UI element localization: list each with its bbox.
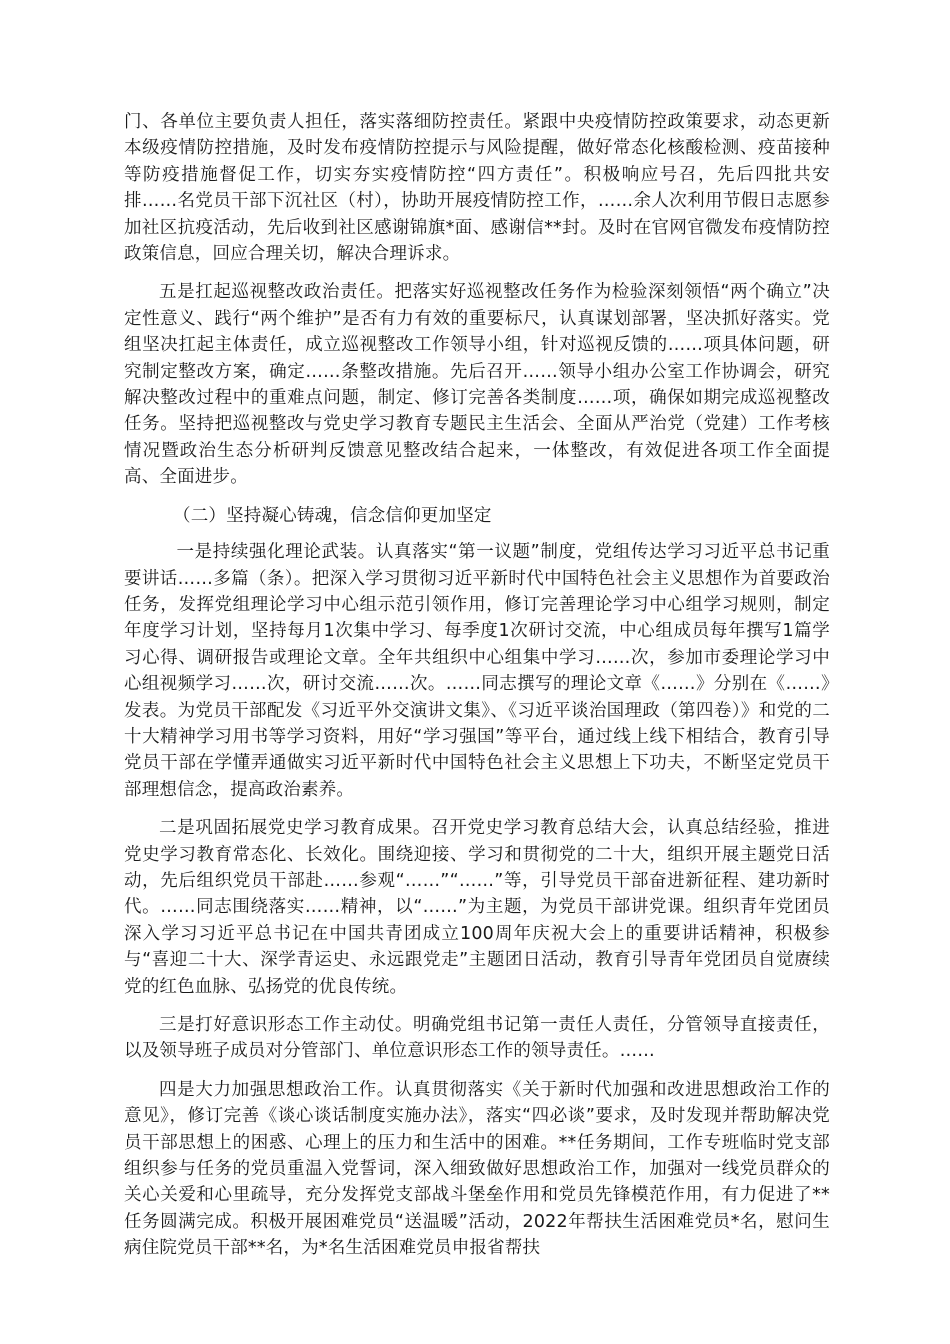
document-body <box>124 109 830 1274</box>
paragraph-ideology-work: 三是打好意识形态工作主动仗。明确党组书记第一责任人责任，分管领导直接责任，以及领导班子成员对分管部门、单位意识形态工作的领导责任。…… <box>124 1015 830 1062</box>
paragraph-epidemic-control: 门、各单位主要负责人担任，落实落细防控责任。紧跟中央疫情防控政策要求，动态更新本级疫情防控措施，及时发布疫情防控提示与风险提醒，做好常态化核酸检测、疫苗接种等防疫措施督促工作，切实夯实疫情防控“四方责任”。积极响应号召，先后四批共安排……名党员干部下沉社区（村），协助开展疫情防控工作，……余人次利用节假日志愿参加社区抗疫活动，先后收到社区感谢锦旗*面、感谢信**封。及时在官网官微发布疫情防控政策信息，回应合理关切，解决合理诉求。 <box>124 112 830 265</box>
paragraph-party-history: 二是巩固拓展党史学习教育成果。召开党史学习教育总结大会，认真总结经验，推进党史学习教育常态化、长效化。围绕迎接、学习和贯彻党的二十大，组织开展主题党日活动，先后组织党员干部赴……参观“……”“……”等，引导党员干部奋进新征程、建功新时代。……同志围绕落实……精神，以“……”为主题，为党员干部讲党课。组织青年党团员深入学习习近平总书记在中国共青团成立100周年庆祝大会上的重要讲话精神，积极参与“喜迎二十大、深学青运史、永远跟党走”主题团日活动，教育引导青年党团员自觉赓续党的红色血脉、弘扬党的优良传统。 <box>124 818 830 997</box>
section-heading-2: （二）坚持凝心铸魂，信念信仰更加坚定 <box>173 505 492 526</box>
paragraph-inspection-rectification: 五是扛起巡视整改政治责任。把落实好巡视整改任务作为检验深刻领悟“两个确立”决定性意义、践行“两个维护”是否有力有效的重要标尺，认真谋划部署，坚决抓好落实。党组坚决扛起主体责任，成立巡视整改工作领导小组，针对巡视反馈的……项具体问题，研究制定整改方案，确定……条整改措施。先后召开……领导小组办公室工作协调会，研究解决整改过程中的重难点问题，制定、修订完善各类制度……项，确保如期完成巡视整改任务。坚持把巡视整改与党史学习教育专题民主生活会、全面从严治党（党建）工作考核情况暨政治生态分析研判反馈意见整改结合起来，一体整改，有效促进各项工作全面提高、全面进步。 <box>124 282 830 488</box>
paragraph-theory-study: 一是持续强化理论武装。认真落实“第一议题”制度，党组传达学习习近平总书记重要讲话……多篇（条）。把深入学习贯彻习近平新时代中国特色社会主义思想作为首要政治任务，发挥党组理论学习中心组示范引领作用，修订完善理论学习中心组学习规则，制定年度学习计划，坚持每月1次集中学习、每季度1次研讨交流，中心组成员每年撰写1篇学习心得、调研报告或理论文章。全年共组织中心组集中学习……次，参加市委理论学习中心组视频学习……次，研讨交流……次。……同志撰写的理论文章《……》分别在《……》发表。为党员干部配发《习近平外交演讲文集》、《习近平谈治国理政（第四卷）》和党的二十大精神学习用书等学习资料，用好“学习强国”等平台，通过线上线下相结合，教育引导党员干部在学懂弄通做实习近平新时代中国特色社会主义思想上下功夫，不断坚定党员干部理想信念，提高政治素养。 <box>124 542 830 800</box>
paragraph-political-work: 四是大力加强思想政治工作。认真贯彻落实《关于新时代加强和改进思想政治工作的意见》，修订完善《谈心谈话制度实施办法》，落实“四必谈”要求，及时发现并帮助解决党员干部思想上的困惑、心理上的压力和生活中的困难。**任务期间，工作专班临时党支部组织参与任务的党员重温入党誓词，深入细致做好思想政治工作，加强对一线党员群众的关心关爱和心里疏导，充分发挥党支部战斗堡垒作用和党员先锋模范作用，有力促进了**任务圆满完成。积极开展困难党员“送温暖”活动，2022年帮扶生活困难党员*名，慰问生病住院党员干部**名，为*名生活困难党员申报省帮扶 <box>124 1079 830 1259</box>
